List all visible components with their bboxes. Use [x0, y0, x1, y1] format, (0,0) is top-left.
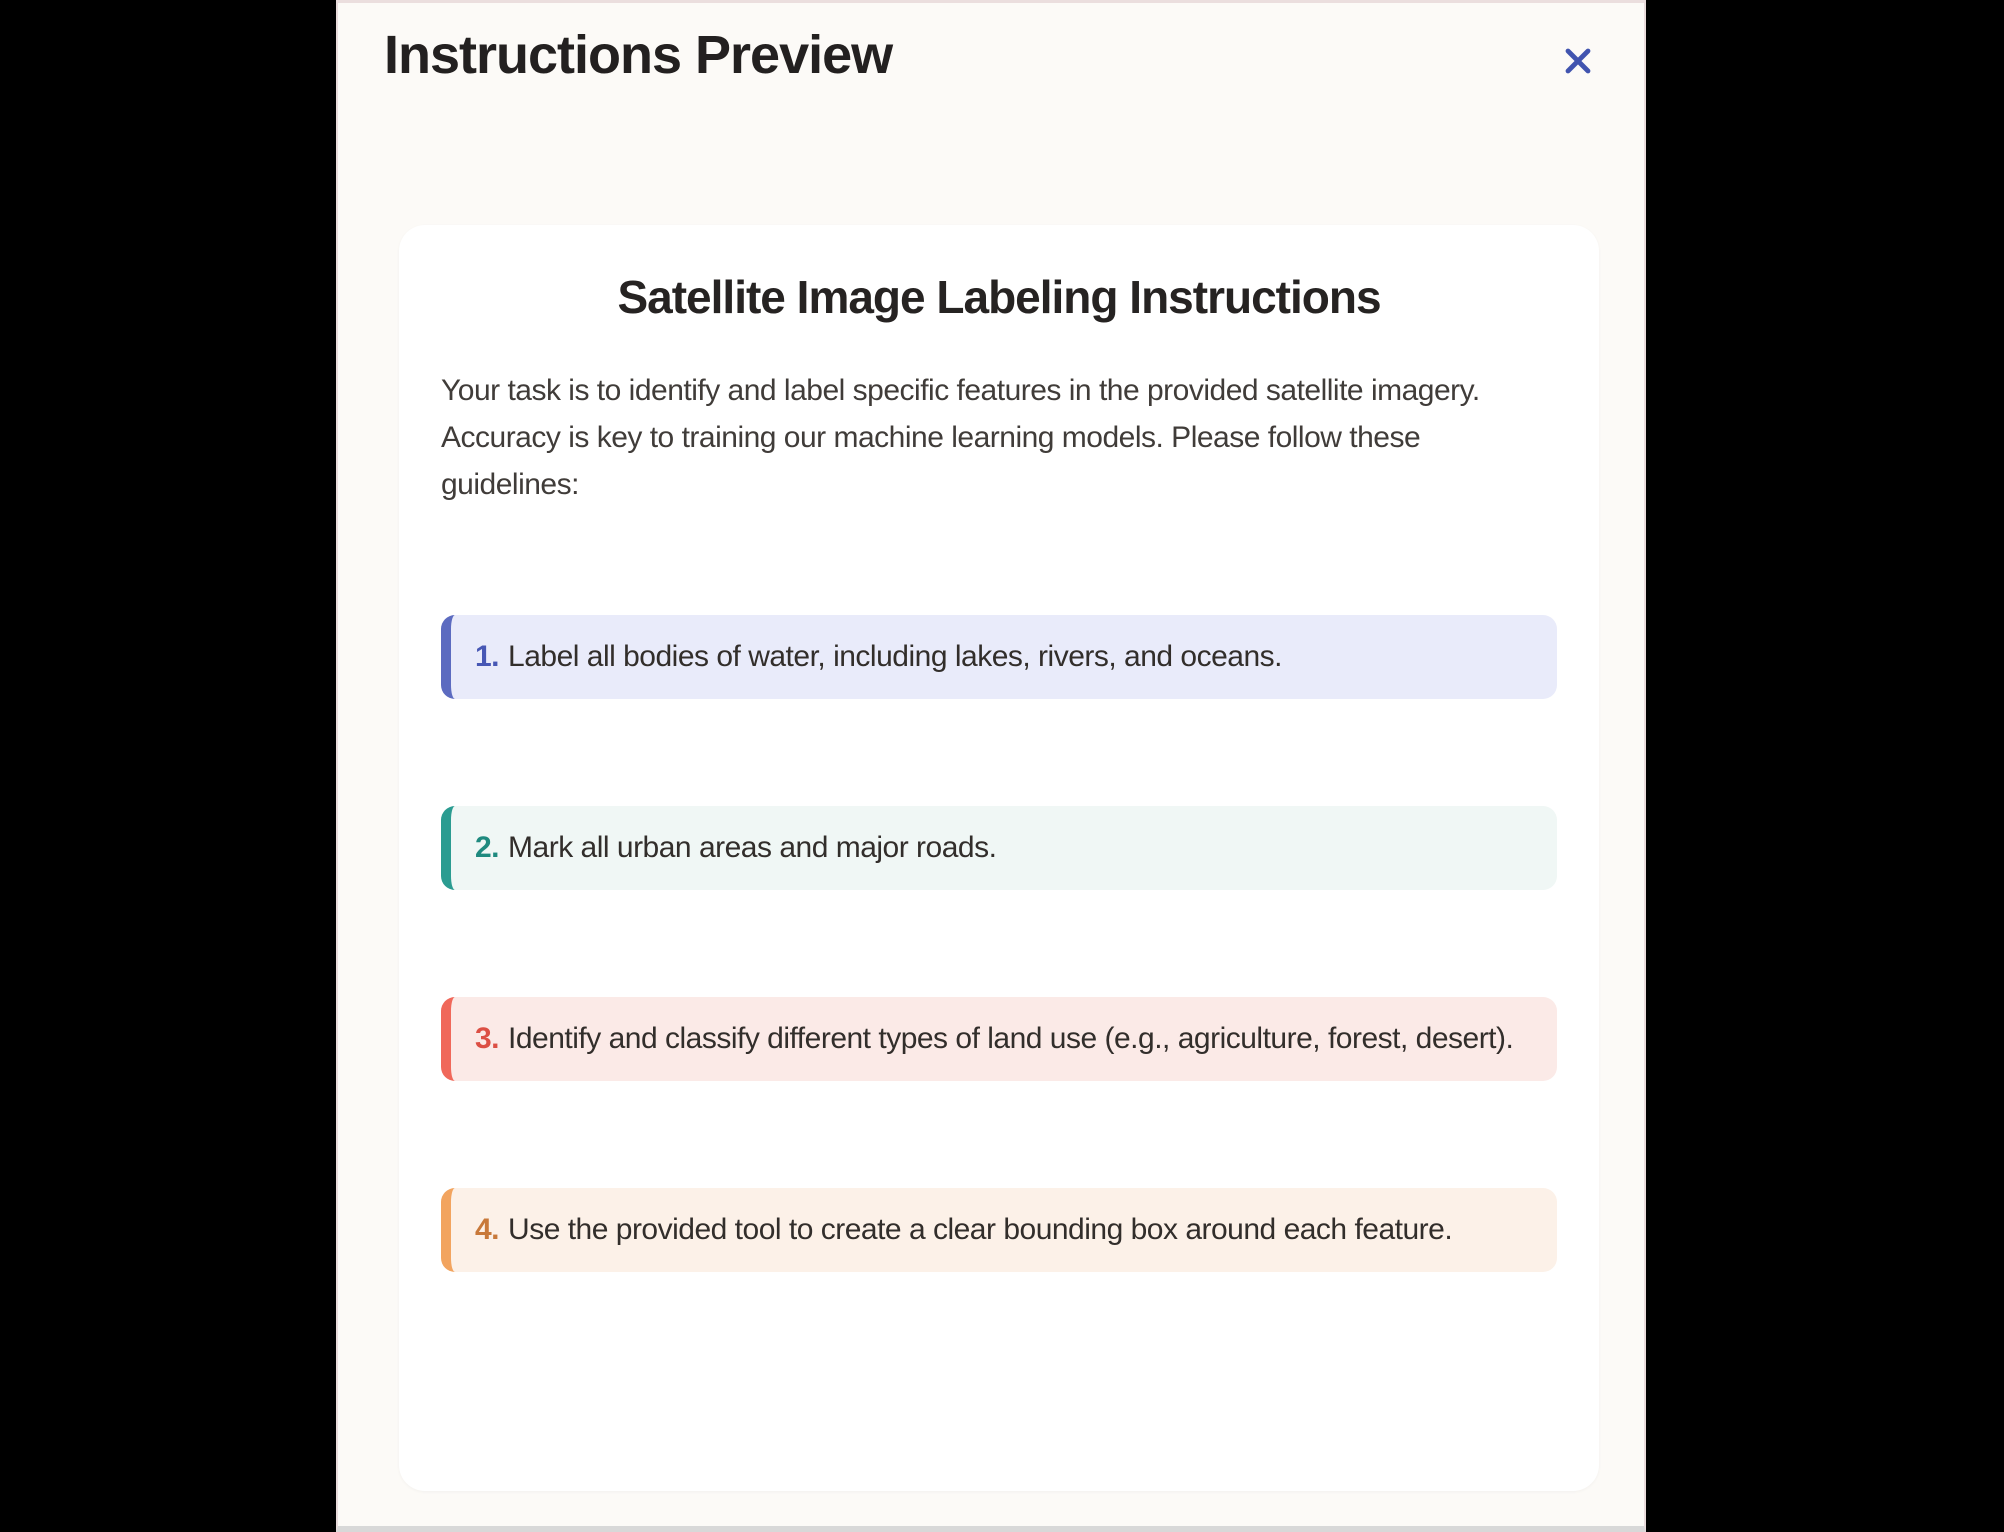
instruction-number: 1. [475, 640, 500, 673]
instructions-intro: Your task is to identify and label specific features in the provided satellite imagery. Accuracy is key to training our machine learning models. Please follow these guidelines: [441, 374, 1480, 501]
instruction-text: Mark all urban areas and major roads. [508, 831, 997, 864]
instruction-item-2 [441, 806, 1557, 890]
instruction-item-3 [441, 997, 1557, 1081]
instruction-number: 4. [475, 1213, 500, 1246]
instruction-item-1 [441, 615, 1557, 699]
instructions-preview-modal [336, 0, 1646, 1532]
close-button[interactable] [1553, 36, 1603, 86]
instruction-number: 3. [475, 1022, 500, 1055]
instruction-text: Use the provided tool to create a clear bounding box around each feature. [508, 1213, 1453, 1246]
instructions-card [399, 225, 1599, 1491]
instruction-list [441, 615, 1557, 1272]
modal-header [338, 3, 1644, 123]
instruction-text: Label all bodies of water, including lakes, rivers, and oceans. [508, 640, 1283, 673]
instruction-text: Identify and classify different types of land use (e.g., agriculture, forest, desert). [508, 1022, 1514, 1055]
instruction-number: 2. [475, 831, 500, 864]
modal-title: Instructions Preview [384, 25, 893, 85]
close-icon [1560, 43, 1596, 79]
instruction-item-4 [441, 1188, 1557, 1272]
instructions-heading: Satellite Image Labeling Instructions [617, 271, 1381, 323]
